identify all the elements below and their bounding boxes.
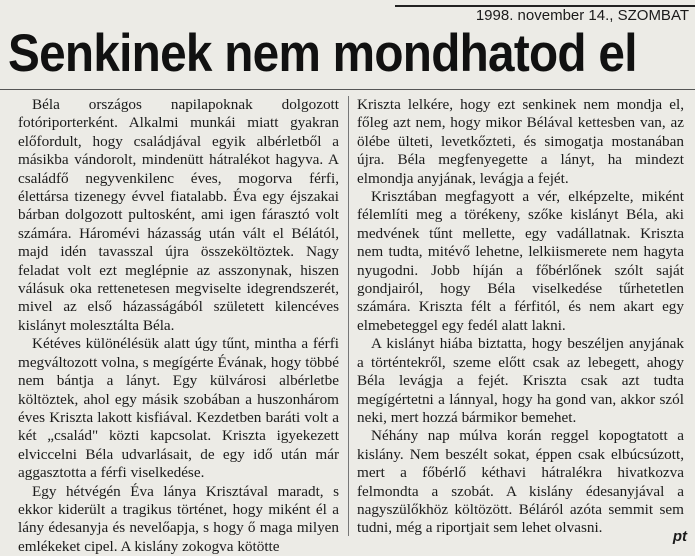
paragraph: Krisztában megfagyott a vér, elképzelte, miként félemlíti meg a törékeny, szőke kislányt Béla, aki medvének tűnt mellette, egy vadállatnak. Kriszta nem tudta, mitévő lehetne, lelkiismerete nem hagyta nyugodni. Jobb híján a főbérlőnek szólt saját gondjairól, hogy Béla viselkedése tűrhetetlen számára. Kriszta félt a férfitól, és nem akart egy elmebeteggel egy fedél alatt lakni.: [357, 188, 684, 334]
paragraph: Béla országos napilapoknak dolgozott fotóriporterként. Alkalmi munkái miatt gyakran előfordult, hogy családjával egyik albérletből a másikba vándorolt, mindenütt hátralékot hagyva. A családfő negyvenkilenc éves, mogorva férfi, élettársa tizenegy évvel fiatalabb. Éva egy éjszakai bárban dolgozott pultosként, ami igen fárasztó volt számára. Háromévi házasság után vált el Bélától, majd idén tavasszal újra összeköltöztek. Nagy feladat volt ezt meglépnie az asszonynak, hiszen válásuk oka rettenetesen megviselte idegrendszerét, mivel az első házasságából született kilencéves kislányt molesztálta Béla.: [18, 96, 339, 334]
article-column-left: [18, 96, 339, 555]
article-headline: Senkinek nem mondhatod el: [8, 24, 637, 83]
paragraph: Egy hétvégén Éva lánya Krisztával maradt, s ekkor kiderült a tragikus történet, hogy miként él a lány édesanyja és nevelőapja, s hogy ő maga milyen emlékeket cipel. A kislány zokogva kötötte: [18, 482, 339, 555]
issue-date: 1998. november 14., SZOMBAT: [475, 7, 689, 24]
headline-rule: [0, 89, 695, 90]
paragraph: Kétéves különélésük alatt úgy tűnt, mintha a férfi megváltozott volna, s megígérte Évának, hogy többé nem bántja a lányt. Egy külvárosi albérletbe költöztek, ahol egy másik szobában a huszonhárom éves Kriszta lakott kisfiával. Kezdetben baráti volt a két „család" közti kapcsolat. Kriszta igyekezett elviccelni Béla udvarlásait, de egy idő után már aggasztotta a férfi viselkedése.: [18, 335, 339, 482]
paragraph: A kislányt hiába biztatta, hogy beszéljen anyjának a történtekről, szeme előtt csak az lebegett, ahogy Béla levágja a fejét. Kriszta csak azt tudta megígértetni a lánnyal, hogy ha gond van, akkor szól neki, mert hozzá bármikor bemehet.: [357, 335, 684, 426]
article-column-right: [357, 96, 684, 536]
author-byline: pt: [672, 528, 687, 545]
paragraph: Kriszta lelkére, hogy ezt senkinek nem mondja el, főleg azt nem, hogy mikor Bélával kettesben van, az ölébe ülteti, levetkőzteti, és simogatja mostanában újra. Béla megfenyegette a lányt, ha mindezt elmondja anyjának, levágja a fejét.: [357, 96, 684, 187]
dateline: [395, 5, 695, 25]
paragraph: Néhány nap múlva korán reggel kopogtatott a kislány. Nem beszélt sokat, éppen csak elbúcsúzott, mert a főbérlő kéthavi hátralékra hivatkozva felmondta a szobát. A kislány édesanyjával a nagyszülőkhöz költözött. Béláról azóta semmit sem tudni, még a riportjait sem lehet olvasni.: [357, 427, 684, 537]
column-divider: [348, 96, 349, 536]
